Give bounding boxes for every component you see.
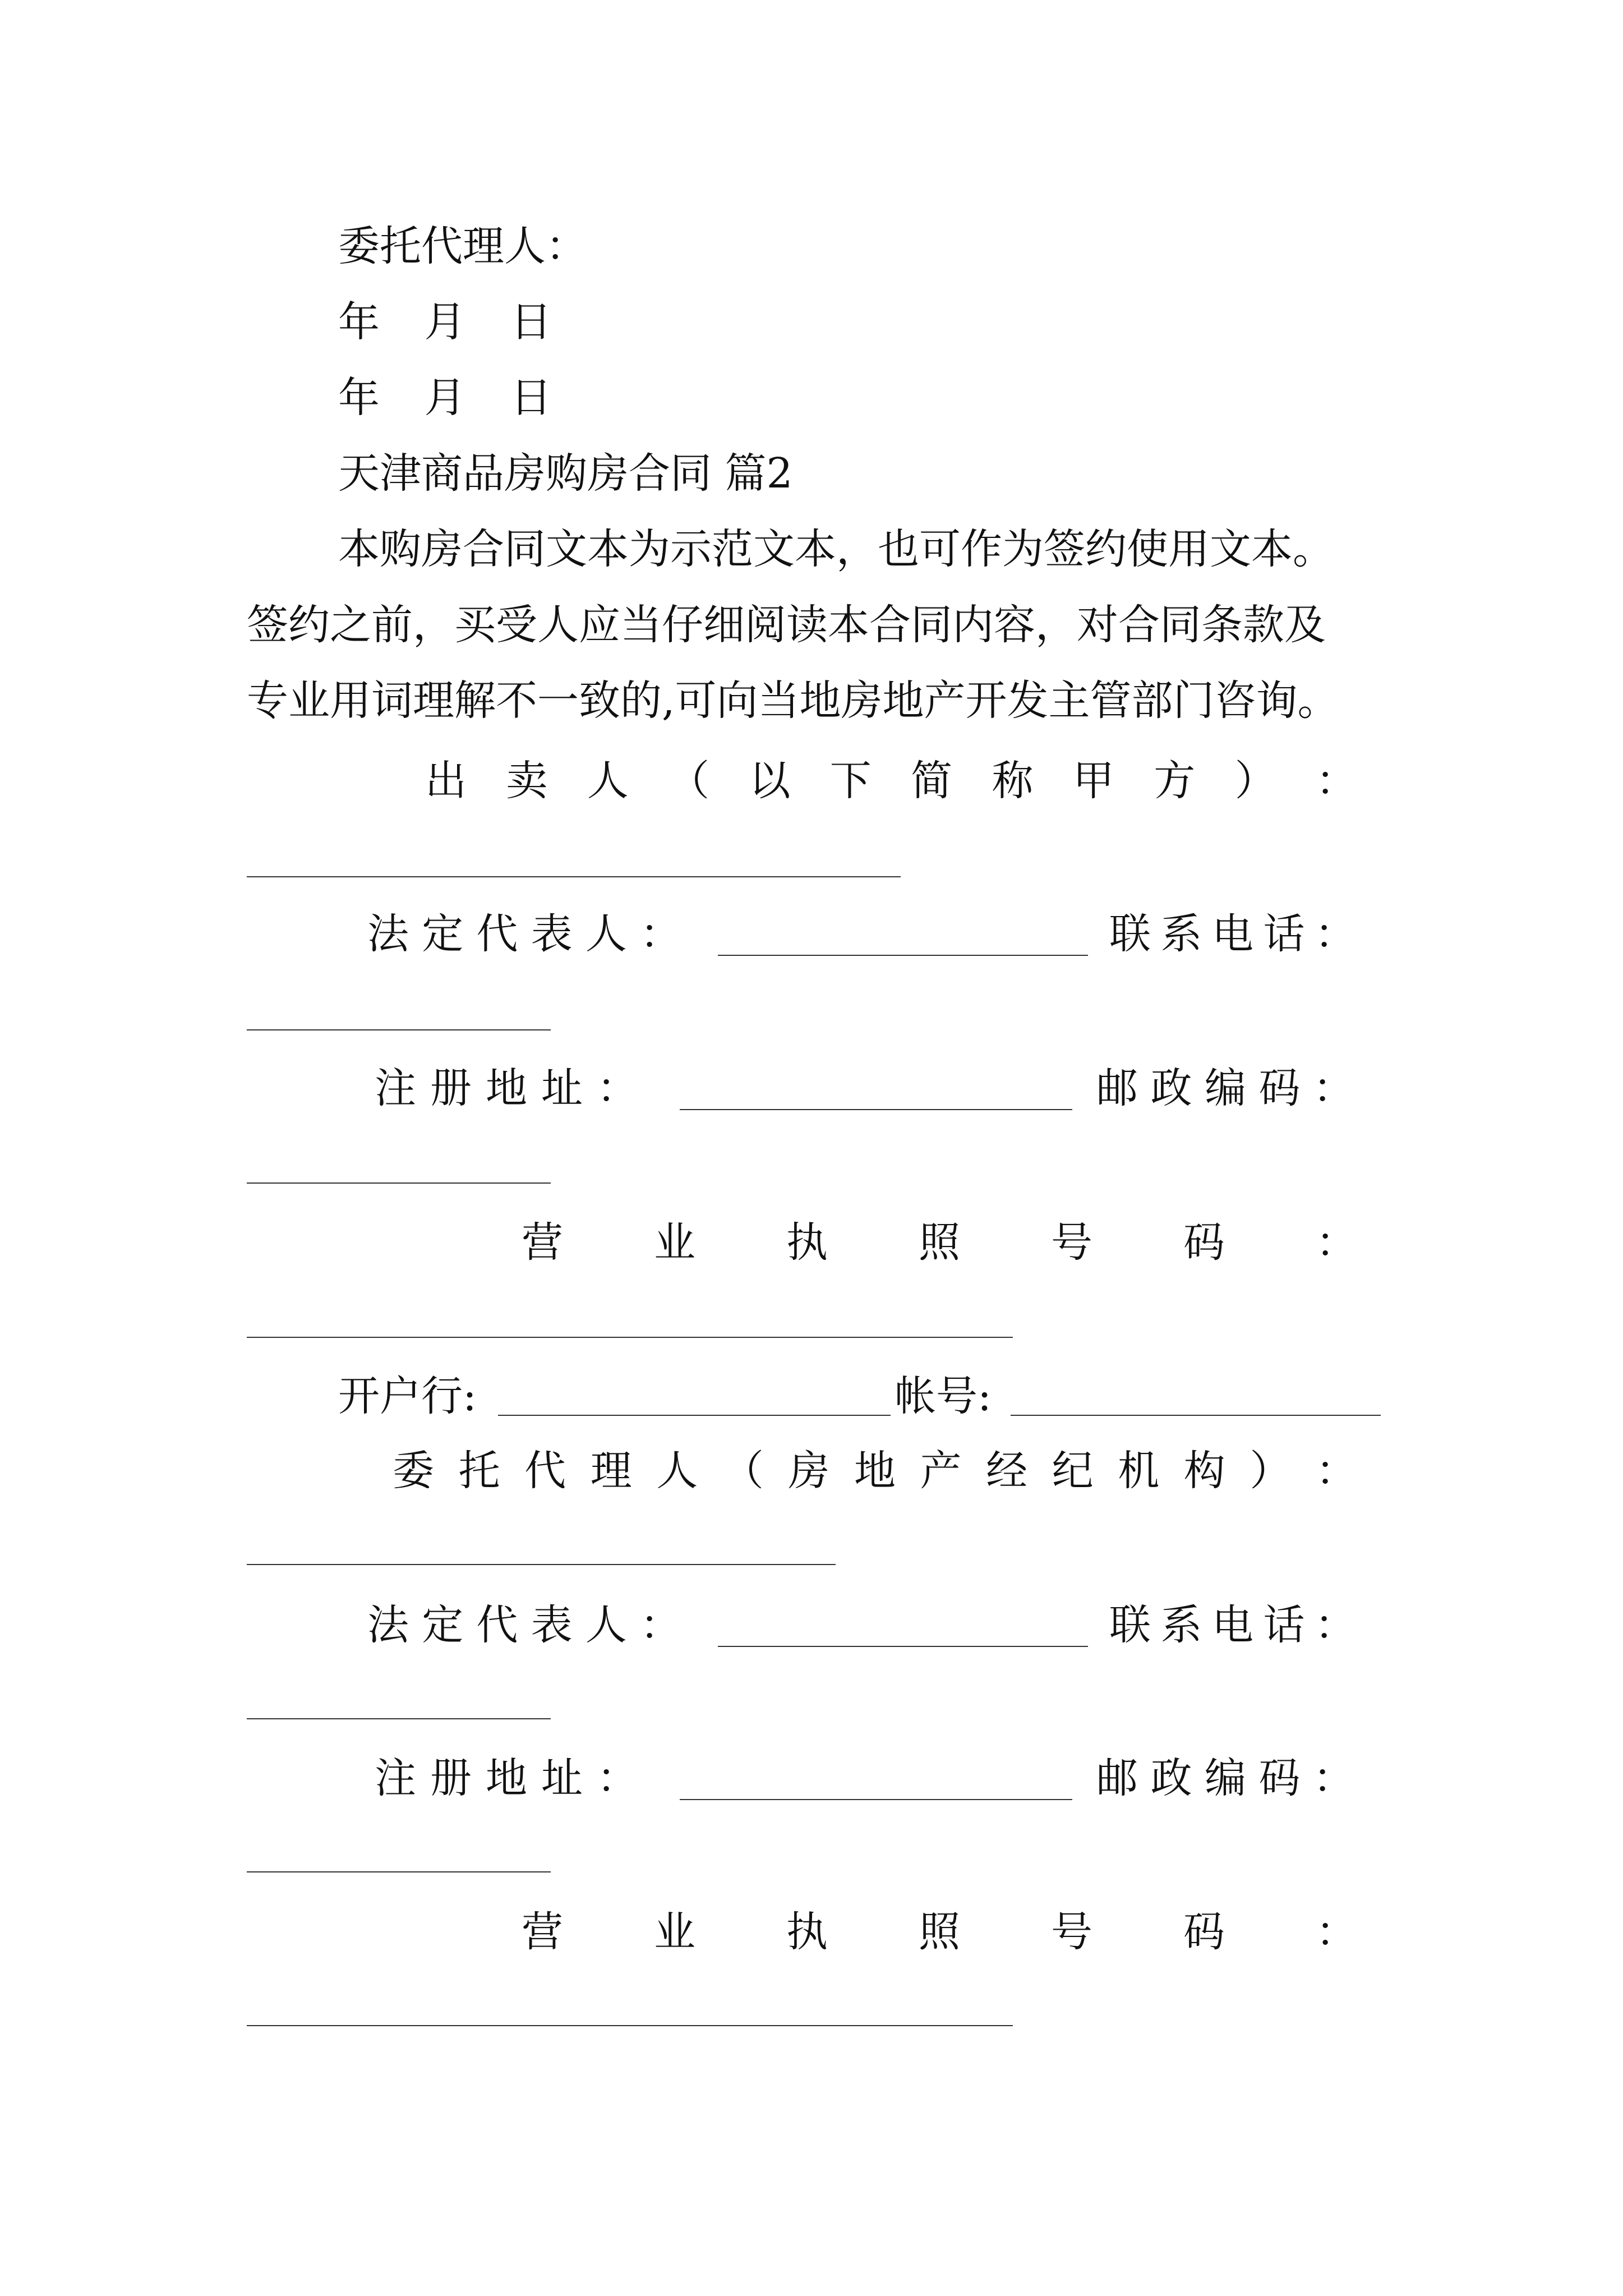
label-char: 出 bbox=[425, 757, 467, 805]
label-char: 营 bbox=[522, 1218, 563, 1267]
section-heading: 天津商品房购房合同 篇2 bbox=[338, 449, 793, 498]
date-line: 年 月 日 bbox=[338, 298, 568, 346]
agent-postcode-label bbox=[1096, 1754, 1354, 1802]
label-char: 甲 bbox=[1072, 757, 1114, 805]
label-char: 地 bbox=[486, 1754, 527, 1802]
seller-legal-rep-blank[interactable] bbox=[718, 955, 1088, 956]
label-char: 地 bbox=[854, 1447, 896, 1495]
label-char: ： bbox=[1313, 1064, 1354, 1112]
label-char: 话 bbox=[1263, 910, 1305, 958]
paragraph-line: 签约之前，买受人应当仔细阅读本合同内容，对合同条款及 bbox=[247, 601, 1326, 649]
label-char: 代 bbox=[524, 1447, 566, 1495]
label-char: 照 bbox=[919, 1218, 960, 1267]
label-char: 卖 bbox=[506, 757, 548, 805]
label-char: ： bbox=[1316, 1908, 1357, 1956]
label-char: 构 bbox=[1183, 1447, 1225, 1495]
account-blank[interactable] bbox=[1011, 1415, 1381, 1416]
paragraph-line: 本购房合同文本为示范文本，也可作为签约使用文本。 bbox=[338, 525, 1334, 573]
label-char: 以 bbox=[749, 757, 791, 805]
agent-postcode-blank[interactable] bbox=[247, 1871, 551, 1872]
account-label: 帐号: bbox=[895, 1372, 992, 1420]
label-char: ： bbox=[597, 1064, 638, 1112]
seller-phone-label bbox=[1109, 910, 1356, 958]
label-char: 注 bbox=[375, 1754, 416, 1802]
label-char: 编 bbox=[1205, 1064, 1246, 1112]
label-char: 表 bbox=[531, 910, 573, 958]
agent-label: 委托代理人： bbox=[338, 222, 587, 270]
seller-license-blank[interactable] bbox=[247, 1337, 1013, 1338]
label-char: 联 bbox=[1109, 1601, 1151, 1649]
label-char: 理 bbox=[590, 1447, 632, 1495]
agent-license-label bbox=[522, 1908, 1357, 1956]
label-char: 照 bbox=[919, 1908, 960, 1956]
label-char: ： bbox=[1313, 1754, 1354, 1802]
label-char: 业 bbox=[654, 1218, 695, 1267]
agent-org-name-blank[interactable] bbox=[247, 1564, 836, 1565]
label-char: 码 bbox=[1258, 1754, 1301, 1802]
label-char: 法 bbox=[367, 1601, 409, 1649]
label-char: 邮 bbox=[1096, 1754, 1138, 1802]
seller-name-blank[interactable] bbox=[247, 876, 901, 877]
seller-title bbox=[425, 757, 1357, 805]
label-char: ： bbox=[1316, 1218, 1357, 1267]
label-char: 编 bbox=[1205, 1754, 1246, 1802]
label-char: 业 bbox=[654, 1908, 695, 1956]
label-char: 机 bbox=[1118, 1447, 1160, 1495]
label-char: 人 bbox=[585, 1601, 627, 1649]
label-char: 码 bbox=[1258, 1064, 1301, 1112]
label-char: ： bbox=[1315, 757, 1357, 805]
label-char: 址 bbox=[541, 1064, 583, 1112]
label-char: 执 bbox=[786, 1218, 828, 1267]
label-char: （ bbox=[668, 757, 710, 805]
label-char: 号 bbox=[1051, 1908, 1092, 1956]
bank-blank[interactable] bbox=[498, 1415, 891, 1416]
label-char: 邮 bbox=[1096, 1064, 1138, 1112]
label-char: 托 bbox=[458, 1447, 500, 1495]
seller-phone-blank[interactable] bbox=[247, 1029, 551, 1030]
seller-postcode-blank[interactable] bbox=[247, 1182, 551, 1184]
label-char: 代 bbox=[476, 1601, 518, 1649]
label-char: 方 bbox=[1154, 757, 1196, 805]
agent-license-blank[interactable] bbox=[247, 2025, 1013, 2026]
label-char: 码 bbox=[1183, 1908, 1225, 1956]
seller-address-blank[interactable] bbox=[680, 1109, 1072, 1110]
agent-address-blank[interactable] bbox=[680, 1799, 1072, 1800]
label-char: 代 bbox=[476, 910, 518, 958]
label-char: 纪 bbox=[1052, 1447, 1094, 1495]
date-line: 年 月 日 bbox=[338, 374, 568, 422]
label-char: 房 bbox=[788, 1447, 830, 1495]
label-char: 定 bbox=[422, 1601, 464, 1649]
label-char: 电 bbox=[1212, 910, 1253, 958]
label-char: 册 bbox=[430, 1064, 472, 1112]
label-char: 号 bbox=[1051, 1218, 1092, 1267]
agent-phone-label bbox=[1109, 1601, 1356, 1649]
label-char: 联 bbox=[1109, 910, 1151, 958]
label-char: 法 bbox=[367, 910, 409, 958]
seller-postcode-label bbox=[1096, 1064, 1354, 1112]
seller-legal-rep-label bbox=[367, 910, 681, 958]
label-char: 系 bbox=[1160, 910, 1202, 958]
agent-address-label bbox=[375, 1754, 638, 1802]
label-char: 电 bbox=[1212, 1601, 1253, 1649]
label-char: 定 bbox=[422, 910, 464, 958]
paragraph-line: 专业用词理解不一致的,可向当地房地产开发主管部门咨询。 bbox=[247, 677, 1339, 725]
label-char: 委 bbox=[393, 1447, 434, 1495]
label-char: 册 bbox=[430, 1754, 472, 1802]
label-char: 表 bbox=[531, 1601, 573, 1649]
label-char: ： bbox=[1315, 1447, 1357, 1495]
label-char: ： bbox=[1315, 910, 1356, 958]
label-char: 经 bbox=[986, 1447, 1028, 1495]
label-char: 话 bbox=[1263, 1601, 1305, 1649]
agent-legal-rep-label bbox=[367, 1601, 681, 1649]
seller-address-label bbox=[375, 1064, 638, 1112]
label-char: 地 bbox=[486, 1064, 527, 1112]
label-char: 营 bbox=[522, 1908, 563, 1956]
label-char: 址 bbox=[541, 1754, 583, 1802]
label-char: ） bbox=[1249, 1447, 1292, 1495]
label-char: 执 bbox=[786, 1908, 828, 1956]
label-char: ： bbox=[597, 1754, 638, 1802]
label-char: 政 bbox=[1150, 1754, 1192, 1802]
label-char: 产 bbox=[920, 1447, 962, 1495]
label-char: 简 bbox=[911, 757, 953, 805]
label-char: 下 bbox=[829, 757, 872, 805]
agent-phone-blank[interactable] bbox=[247, 1718, 551, 1719]
label-char: ： bbox=[639, 1601, 681, 1649]
label-char: 人 bbox=[656, 1447, 698, 1495]
label-char: （ bbox=[722, 1447, 764, 1495]
label-char: 政 bbox=[1150, 1064, 1192, 1112]
label-char: 称 bbox=[992, 757, 1034, 805]
label-char: 注 bbox=[375, 1064, 416, 1112]
label-char: 人 bbox=[585, 910, 627, 958]
label-char: 码 bbox=[1183, 1218, 1225, 1267]
agent-org-title bbox=[393, 1447, 1357, 1495]
seller-license-label bbox=[522, 1218, 1357, 1267]
label-char: ： bbox=[1315, 1601, 1356, 1649]
bank-label: 开户行: bbox=[338, 1372, 477, 1420]
label-char: 人 bbox=[587, 757, 629, 805]
label-char: ： bbox=[639, 910, 681, 958]
agent-legal-rep-blank[interactable] bbox=[718, 1646, 1088, 1647]
label-char: ） bbox=[1234, 757, 1276, 805]
label-char: 系 bbox=[1160, 1601, 1202, 1649]
